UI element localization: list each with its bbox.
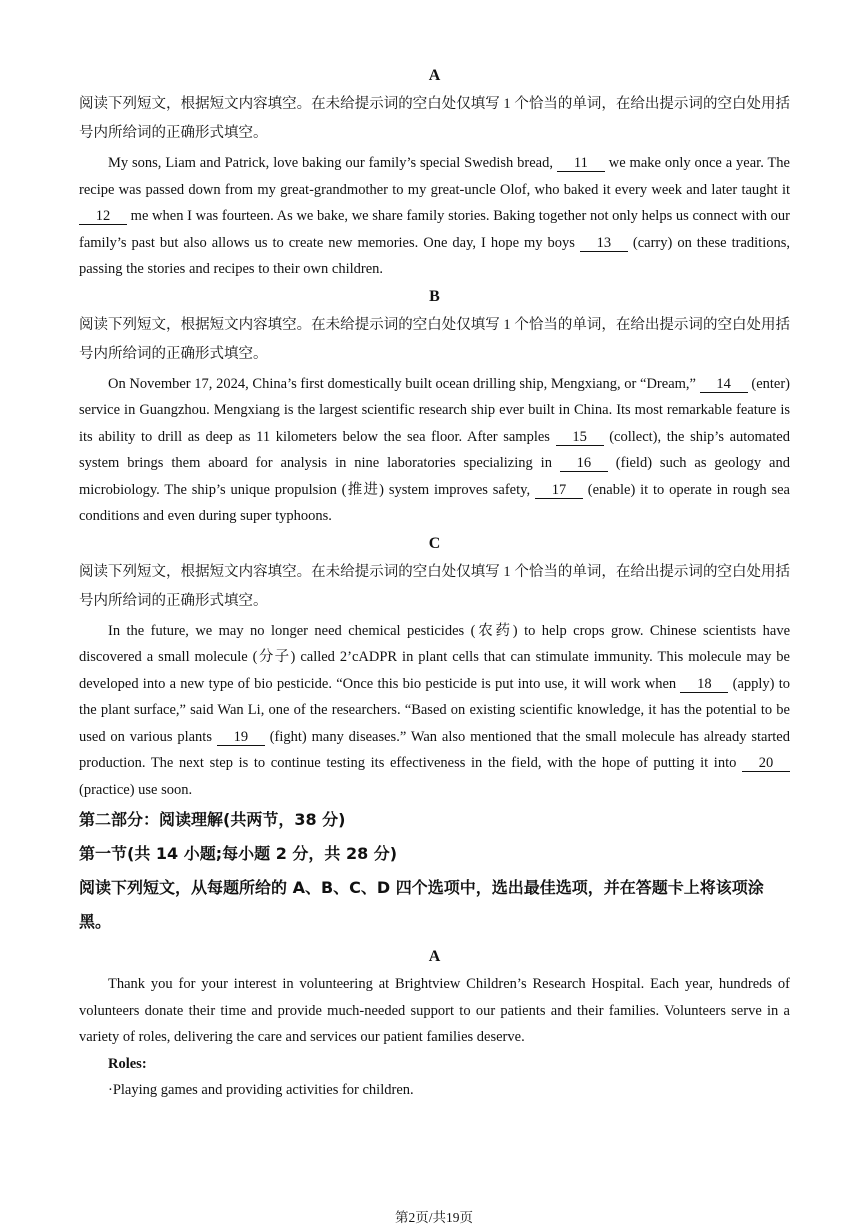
blank-16: 16	[560, 455, 608, 472]
section-a-passage: My sons, Liam and Patrick, love baking our family’s special Swedish bread, 11 we make only once a year. The recipe was passed down from my great-grandmother to my great-uncle Olof, who baked it every week and later taught it 12 me when I was fourteen. As we bake, we share family stories. Baking together not only helps us connect with our family’s past but also allows us to create new memories. One day, I hope my boys 13 (carry) on these traditions, passing the stories and recipes to their own children.	[79, 155, 790, 277]
blank-12: 12	[79, 208, 127, 225]
part2-instruction: 阅读下列短文，从每题所给的 A、B、C、D 四个选项中，选出最佳选项，并在答题卡上将该项涂黑。	[79, 878, 764, 931]
reading-a-passage: Thank you for your interest in volunteering at Brightview Children’s Research Hospital. Each year, hundreds of volunteers donate their time and provide much-needed support to our patients and their families. Volunteers serve in a variety of roles, delivering the care and services our patient families deserve.	[79, 976, 790, 1045]
section-b-title: B	[429, 287, 440, 305]
section-b-passage: On November 17, 2024, China’s first domestically built ocean drilling ship, Mengxiang, or “Dream,” 14 (enter) service in Guangzhou. Mengxiang is the largest scientific research ship ever built in China. Its most remarkable feature is its ability to drill as deep as 11 kilometers below the sea floor. After samples 15 (collect), the ship’s automated system brings them aboard for analysis in nine laboratories specializing in 16 (field) such as geology and microbiology. The ship’s unique propulsion (推进) system improves safety, 17 (enable) it to operate in rough sea conditions and even during super typhoons.	[79, 375, 790, 524]
blank-17: 17	[535, 482, 583, 499]
section-c-title: C	[428, 534, 441, 552]
blank-14: 14	[700, 376, 748, 393]
section-a-instruction: 阅读下列短文，根据短文内容填空。在未给提示词的空白处仅填写 1 个恰当的单词，在给出提示词的空白处用括号内所给词的正确形式填空。	[79, 96, 790, 141]
part2-subheading: 第一节(共 14 小题;每小题 2 分，共 28 分)	[79, 844, 398, 863]
section-c-instruction: 阅读下列短文，根据短文内容填空。在未给提示词的空白处仅填写 1 个恰当的单词，在给出提示词的空白处用括号内所给词的正确形式填空。	[79, 563, 790, 609]
page-number: 第2页/共19页	[394, 1210, 473, 1225]
blank-20: 20	[742, 755, 790, 772]
document-page	[79, 62, 790, 1104]
blank-13: 13	[580, 235, 628, 252]
part2-heading: 第二部分：阅读理解(共两节，38 分)	[79, 810, 346, 829]
blank-18: 18	[680, 676, 728, 693]
blank-11: 11	[557, 155, 605, 172]
section-a-title: A	[428, 67, 441, 84]
section-c-passage: In the future, we may no longer need chemical pesticides (农药) to help crops grow. Chinese scientists have discovered a small molecule (分子) called 2’cADPR in plant cells that can stimulate immunity. This molecule may be developed into a new type of bio pesticide. “Once this bio pesticide is put into use, it will work when 18 (apply) to the plant surface,” said Wan Li, one of the researchers. “Based on existing scientific knowledge, it has the potential to be used on various plants 19 (fight) many diseases.” Wan also mentioned that the small molecule has already started production. The next step is to continue testing its effectiveness in the field, with the hope of putting it into 20 (practice) use soon.	[79, 622, 790, 798]
blank-15: 15	[556, 429, 604, 446]
reading-a-title: A	[428, 948, 441, 965]
section-b-instruction: 阅读下列短文，根据短文内容填空。在未给提示词的空白处仅填写 1 个恰当的单词，在给出提示词的空白处用括号内所给词的正确形式填空。	[79, 316, 790, 362]
roles-label: Roles:	[108, 1055, 147, 1072]
blank-19: 19	[217, 729, 265, 746]
role-item: ·Playing games and providing activities for children.	[108, 1082, 414, 1098]
